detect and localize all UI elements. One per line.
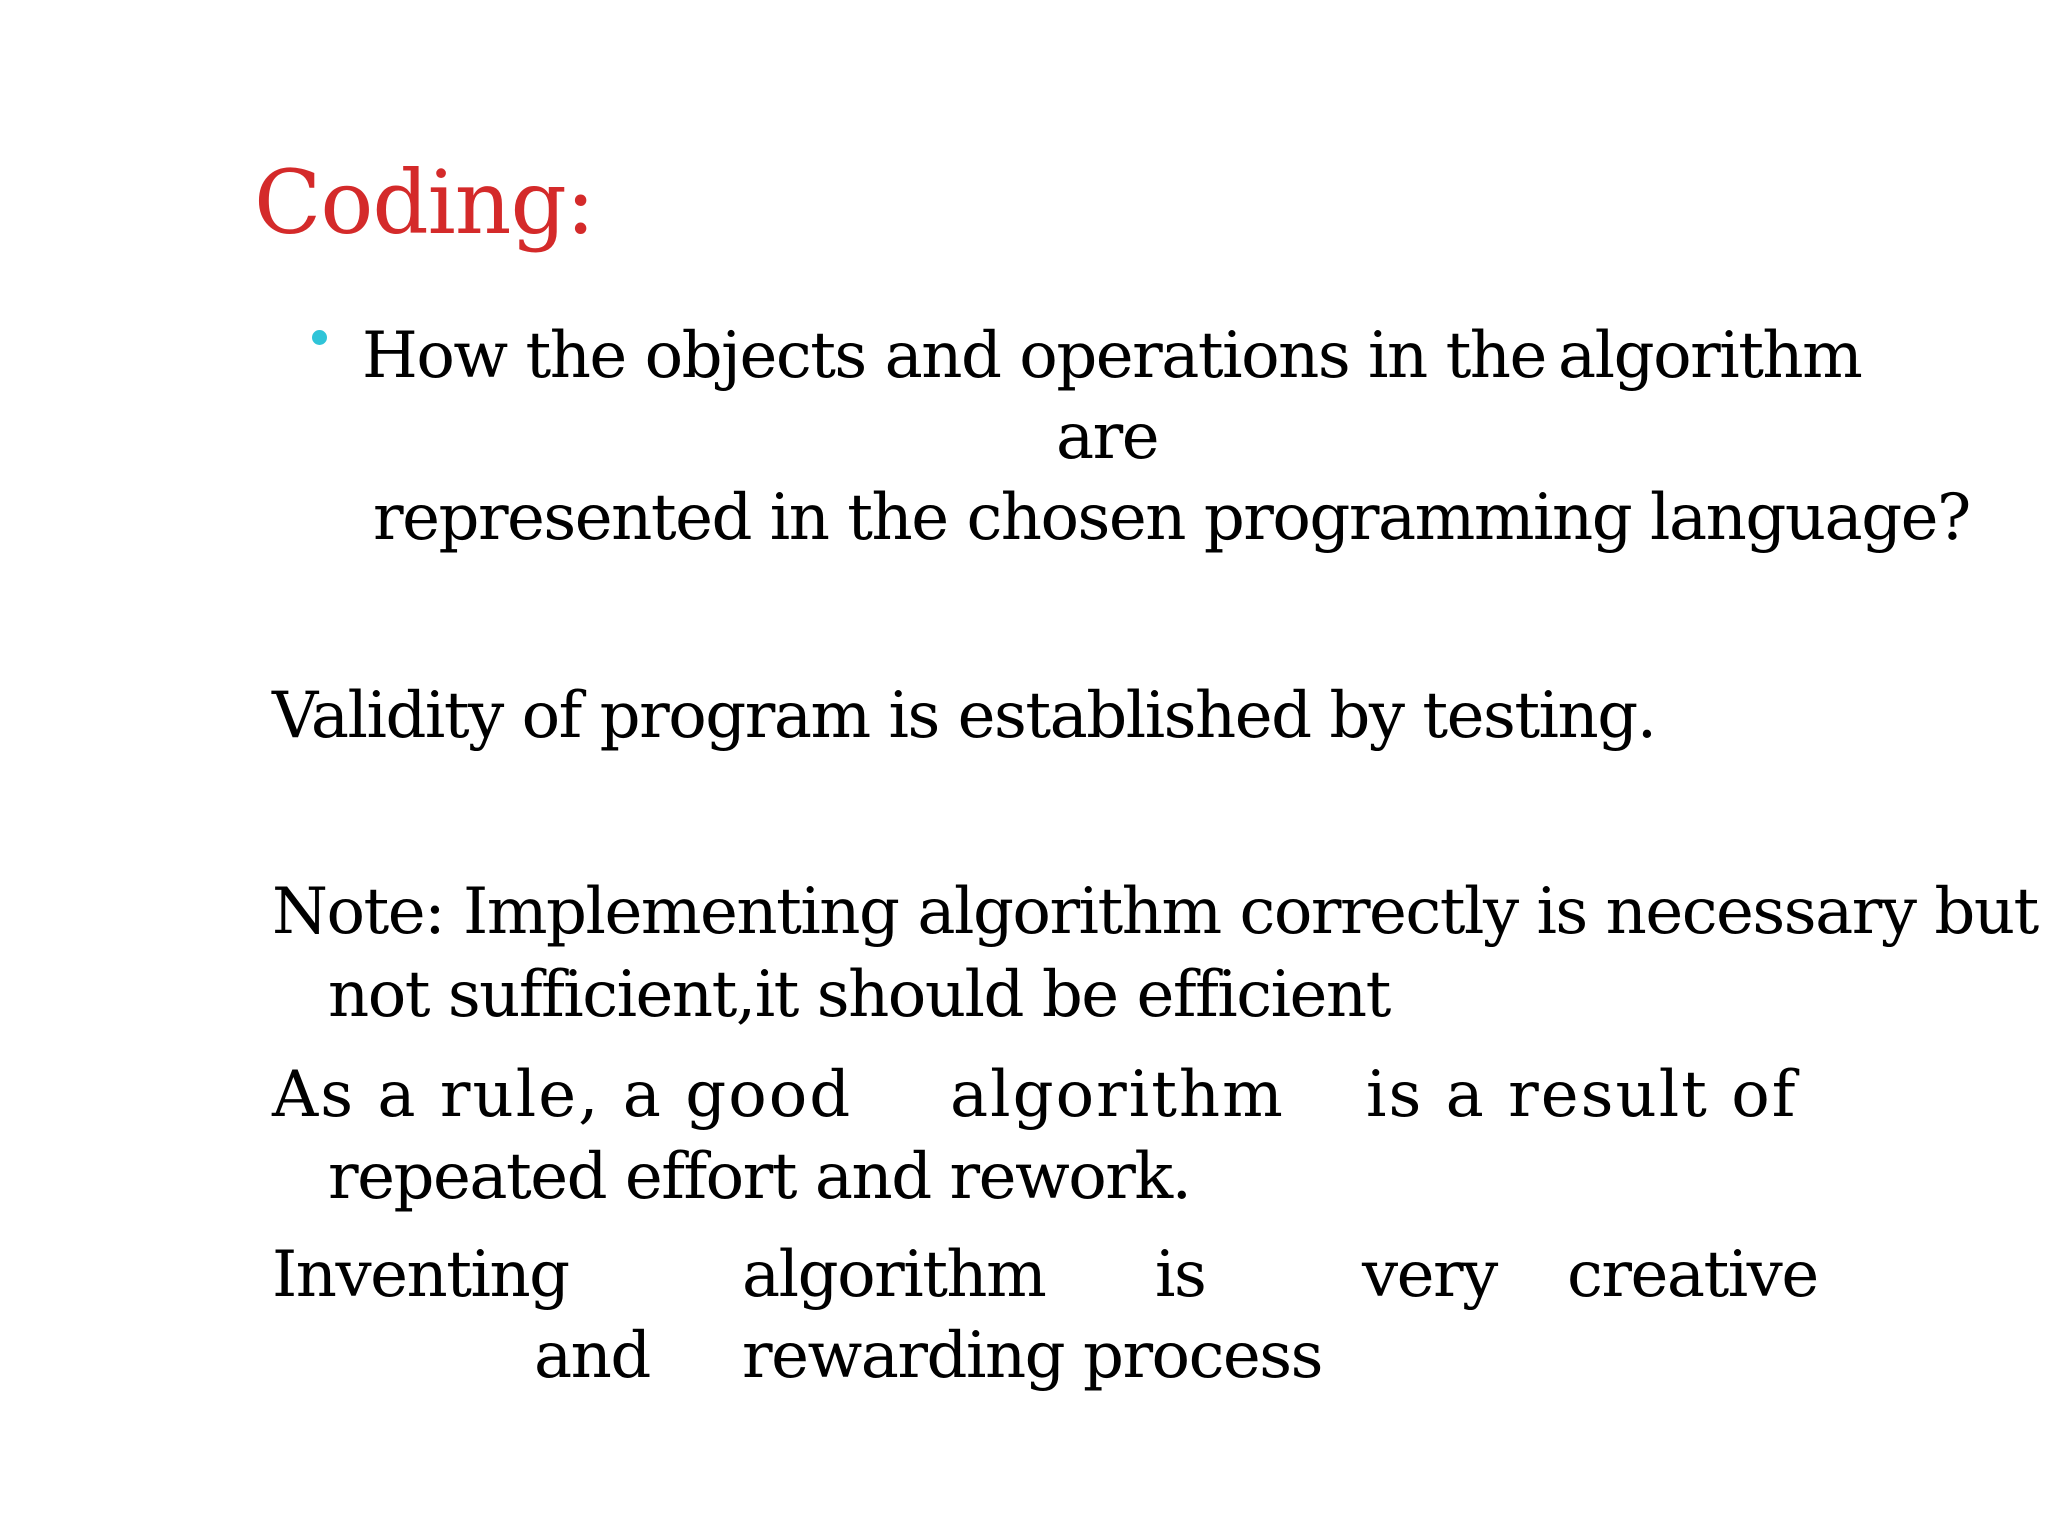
slide-title: Coding: [254, 151, 595, 254]
bullet-line1-part1: How the objects and operations in the [362, 319, 1546, 393]
inventing-line2: rewarding process [742, 1319, 1322, 1393]
note-line2: not sufficient,it should be efficient [328, 958, 1390, 1032]
inventing-word-6: and [534, 1319, 650, 1393]
rule-line2: repeated effort and rework. [328, 1140, 1191, 1214]
bullet-dot-icon [312, 330, 327, 345]
inventing-word-1: Inventing [272, 1238, 569, 1312]
rule-part3: is a result of [1366, 1058, 1798, 1132]
inventing-word-5: creative [1567, 1238, 1818, 1312]
rule-part1: As a rule, a good [272, 1058, 853, 1132]
bullet-line1-part2: algorithm [1558, 319, 1862, 393]
inventing-word-3: is [1155, 1238, 1206, 1312]
bullet-line3: represented in the chosen programming language? [373, 481, 1970, 555]
inventing-word-2: algorithm [742, 1238, 1046, 1312]
bullet-line2: are [1056, 400, 1159, 474]
rule-part2: algorithm [950, 1058, 1285, 1132]
inventing-word-4: very [1362, 1238, 1497, 1312]
note-line1: Note: Implementing algorithm correctly is necessary but [272, 875, 2038, 949]
validity-text: Validity of program is established by testing. [272, 679, 1656, 753]
